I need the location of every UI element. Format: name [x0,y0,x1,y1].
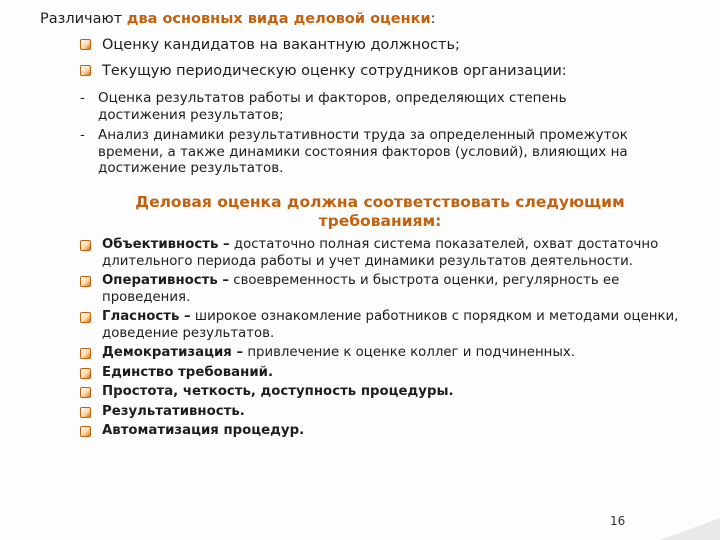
list-item [80,365,700,382]
list-item [80,345,700,362]
requirement-term: Объективность – [102,237,230,252]
list-item [80,384,700,401]
checkbox-bullet-icon [80,368,91,379]
requirement-text: привлечение к оценке коллег и подчиненных. [243,345,575,360]
page-number: 16 [610,514,626,528]
checkbox-bullet-icon [80,312,91,323]
list-item [80,32,700,58]
evaluation-type-text: Оценку кандидатов на вакантную должность; [102,37,460,53]
checkbox-bullet-icon [80,276,91,287]
requirements-list [80,237,700,443]
requirement-term: Единство требований. [102,364,274,380]
checkbox-bullet-icon [80,426,91,437]
requirement-term: Демократизация – [102,345,244,360]
periodic-evaluation-sublist [80,90,640,177]
list-item [80,273,700,306]
checkbox-bullet-icon [80,39,91,50]
requirements-heading: Деловая оценка должна соответствовать следующим требованиям: [135,193,625,230]
list-item [80,423,700,440]
requirement-text: достаточно полная система показателей, охват достаточно длительного периода работы и учет динамики результатов деятельности. [102,237,659,269]
list-item [80,309,700,342]
list-item [80,237,700,270]
evaluation-type-text: Текущую периодическую оценку сотрудников организации: [102,63,567,79]
intro-line [40,8,700,30]
requirement-term: Гласность – [102,309,191,324]
requirement-text: своевременность и быстрота оценки, регулярность ее проведения. [102,273,620,305]
dash-item-text: Анализ динамики результативности труда за определенный промежуток времени, а также динамики состояния факторов (условий), влияющих на достижение результатов. [98,127,628,176]
list-item [80,127,640,177]
evaluation-types-list [80,32,700,84]
checkbox-bullet-icon [80,387,91,398]
page-corner-decoration [660,518,720,540]
checkbox-bullet-icon [80,65,91,76]
list-item [80,90,640,123]
requirement-term: Простота, четкость, доступность процедуры. [102,384,454,399]
requirement-term: Результативность. [102,403,245,419]
intro-prefix: Различают [40,11,127,27]
requirement-term: Автоматизация процедур. [102,423,305,438]
checkbox-bullet-icon [80,240,91,251]
intro-emphasis: два основных вида деловой оценки [126,11,431,27]
list-item [80,58,700,84]
intro-suffix: : [430,11,436,27]
requirement-text: широкое ознакомление работников с порядком и методами оценки, доведение результатов. [102,309,679,341]
list-item [80,404,700,421]
checkbox-bullet-icon [80,407,91,418]
dash-item-text: Оценка результатов работы и факторов, определяющих степень достижения результатов; [98,90,567,123]
dash-marker: - [80,90,85,106]
checkbox-bullet-icon [80,348,91,359]
requirement-term: Оперативность – [102,273,230,288]
dash-marker: - [80,127,85,143]
